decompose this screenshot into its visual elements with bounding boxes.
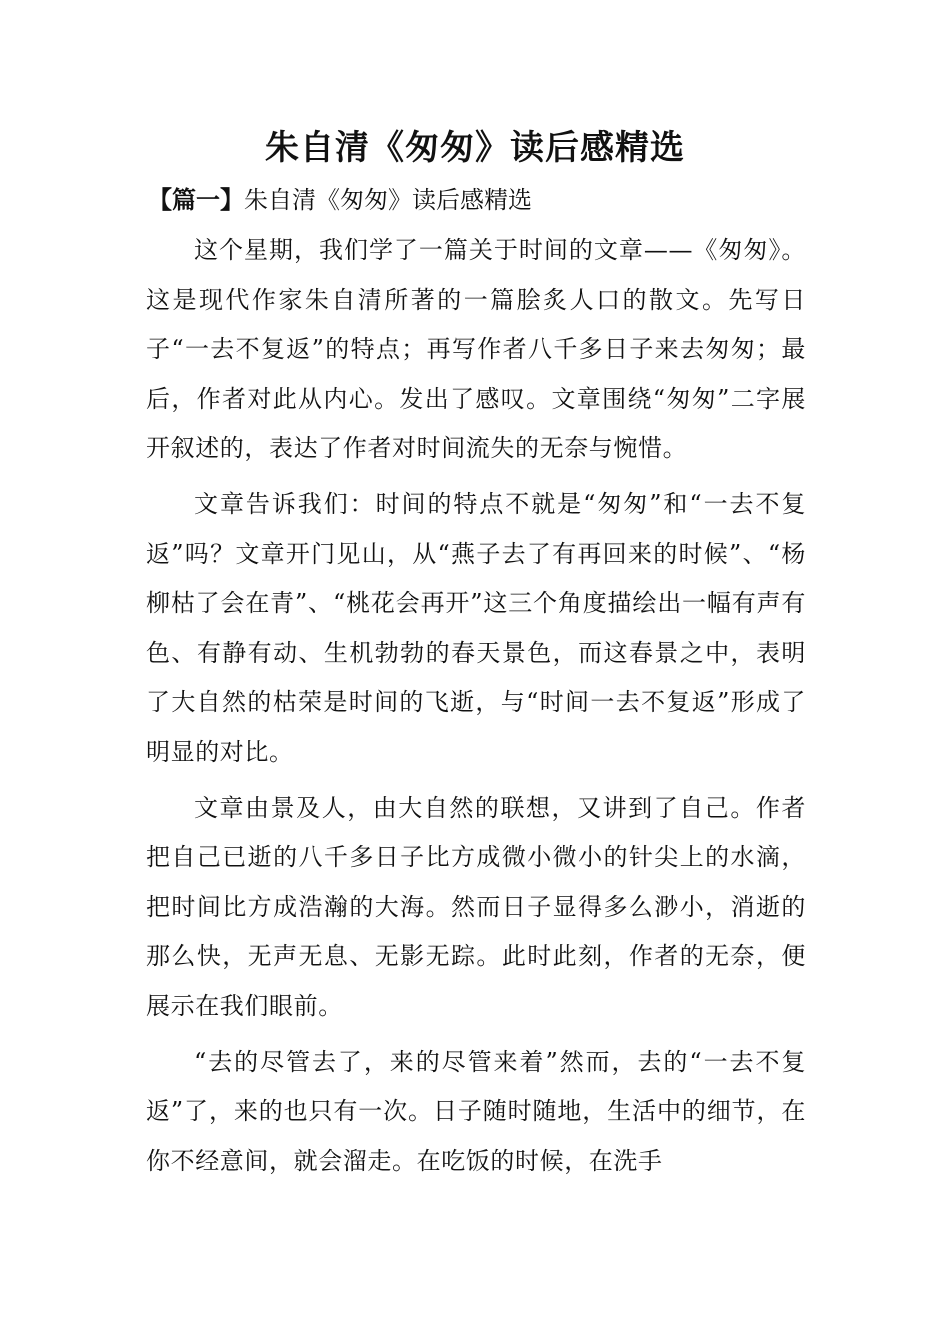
- paragraph-2: 文章告诉我们：时间的特点不就是“匆匆”和“一去不复返”吗？文章开门见山，从“燕子去了有再回来的时候”、“杨柳枯了会在青”、“桃花会再开”这三个角度描绘出一幅有声有色、有静有动、生机勃勃的春天景色，而这春景之中，表明了大自然的枯荣是时间的飞逝，与“时间一去不复返”形成了明显的对比。: [146, 489, 806, 766]
- article-body: [146, 226, 806, 1192]
- section-heading-text: 朱自清《匆匆》读后感精选: [244, 186, 532, 214]
- document-title: 朱自清《匆匆》读后感精选: [265, 128, 685, 168]
- section-heading: [148, 182, 828, 218]
- section-label: 【篇一】: [148, 185, 244, 214]
- paragraph-1: 这个星期，我们学了一篇关于时间的文章——《匆匆》。这是现代作家朱自清所著的一篇脍炙人口的散文。先写日子“一去不复返”的特点；再写作者八千多日子来去匆匆；最后，作者对此从内心。发出了感叹。文章围绕“匆匆”二字展开叙述的，表达了作者对时间流失的无奈与惋惜。: [146, 236, 806, 463]
- paragraph-3: 文章由景及人，由大自然的联想，又讲到了自己。作者把自己已逝的八千多日子比方成微小微小的针尖上的水滴，把时间比方成浩瀚的大海。然而日子显得多么渺小，消逝的那么快，无声无息、无影无踪。此时此刻，作者的无奈，便展示在我们眼前。: [146, 793, 806, 1020]
- paragraph-4: “去的尽管去了，来的尽管来着”然而，去的“一去不复返”了，来的也只有一次。日子随时随地，生活中的细节，在你不经意间，就会溜走。在吃饭的时候，在洗手: [146, 1047, 806, 1175]
